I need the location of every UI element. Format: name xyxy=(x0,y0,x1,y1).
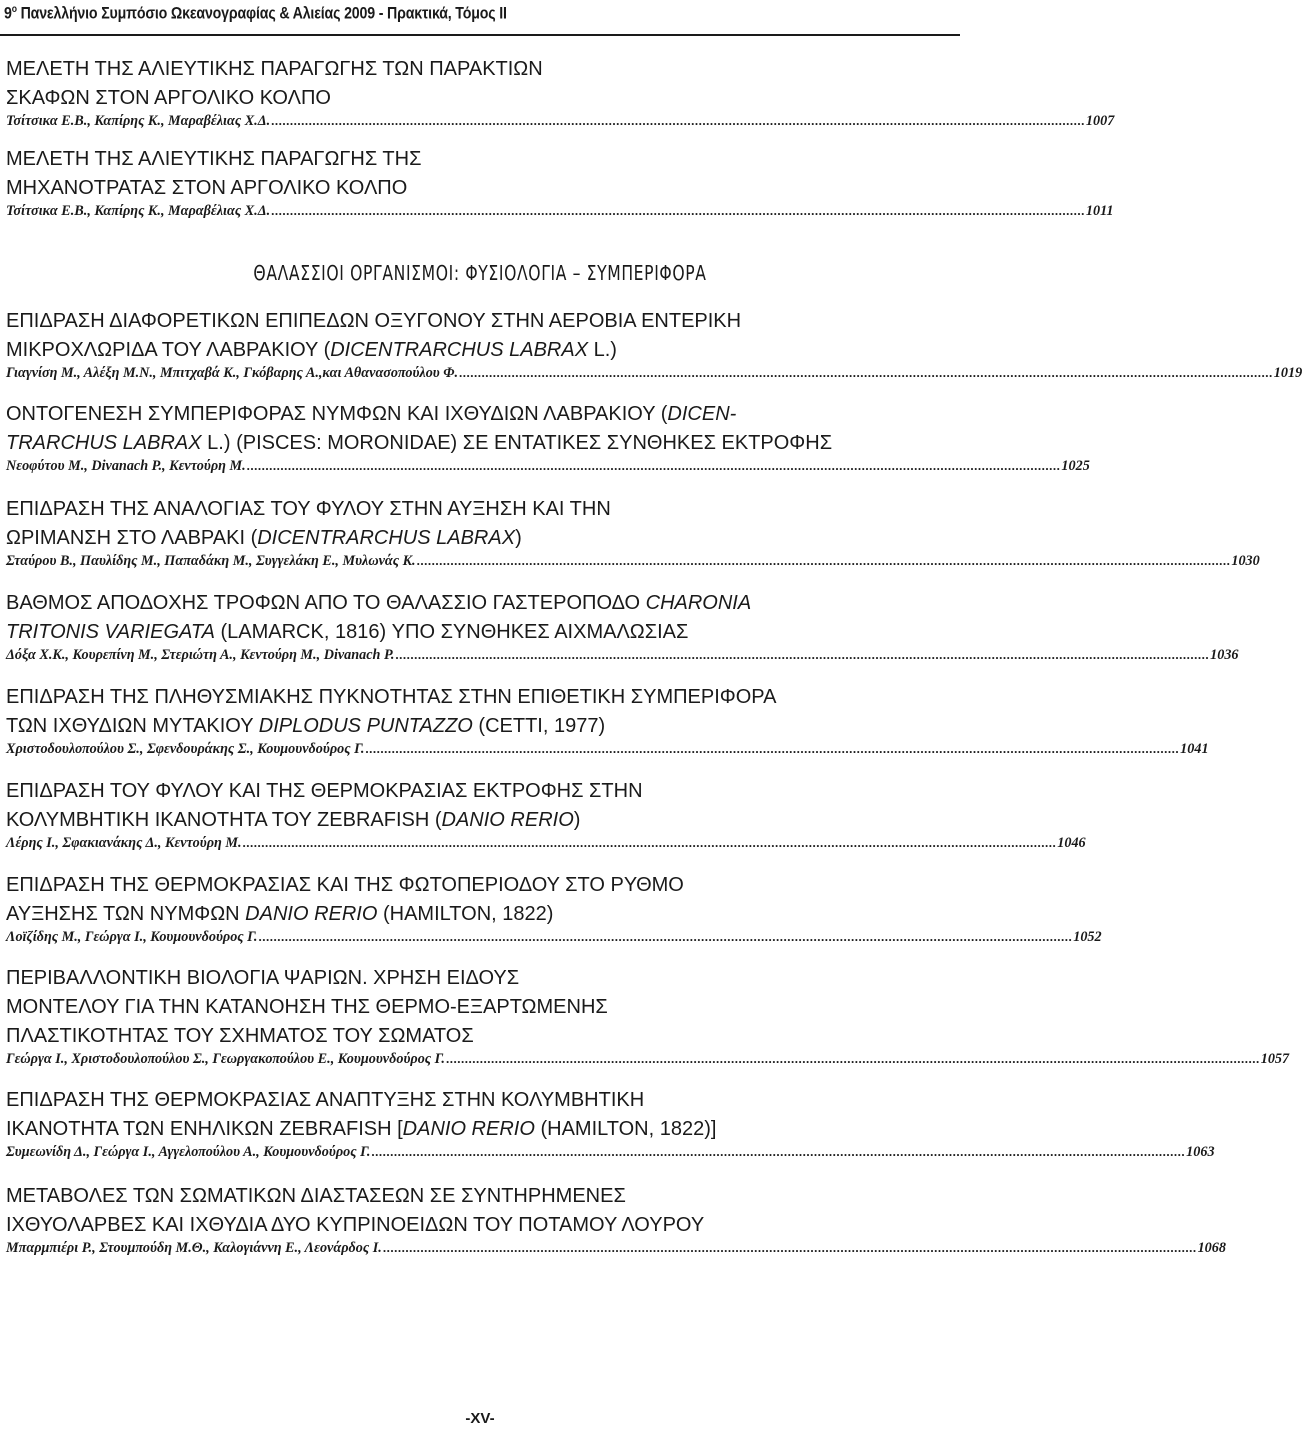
entry-page-number: 1057 xyxy=(1260,1051,1290,1067)
entry-authors: Γιαγνίση Μ., Αλέξη Μ.Ν., Μπιτχαβά Κ., Γκόβαρης Α.,και Αθανασοπούλου Φ. xyxy=(6,365,459,381)
toc-entry[interactable] xyxy=(6,495,1260,575)
toc-entry[interactable] xyxy=(6,777,1086,857)
leader-dots: ......................................................................................................................................................................................................................... xyxy=(445,1051,1260,1066)
entry-authors: Τσίτσικα Ε.Β., Καπίρης Κ., Μαραβέλιας Χ.Δ. xyxy=(6,203,271,219)
entry-title: ΕΠΙΔΡΑΣΗ ΤΗΣ ΑΝΑΛΟΓΙΑΣ ΤΟΥ ΦΥΛΟΥ ΣΤΗΝ ΑΥΞΗΣΗ ΚΑΙ ΤΗΝ ΩΡΙΜΑΝΣΗ ΣΤΟ ΛΑΒΡΑΚΙ (DICENTRARCHUS LABRAX) xyxy=(6,498,611,549)
entry-authors: Λοϊζίδης Μ., Γεώργα Ι., Κουμουνδούρος Γ. xyxy=(6,929,258,945)
entry-authors-row xyxy=(6,203,1114,225)
entry-authors: Τσίτσικα Ε.Β., Καπίρης Κ., Μαραβέλιας Χ.Δ. xyxy=(6,113,271,129)
entry-authors-row xyxy=(6,929,1102,951)
toc-entry[interactable] xyxy=(6,589,1239,669)
entry-page-number: 1030 xyxy=(1231,553,1260,569)
leader-dots: ......................................................................................................................................................................................................................... xyxy=(371,1144,1186,1159)
entry-title: ΕΠΙΔΡΑΣΗ ΤΗΣ ΘΕΡΜΟΚΡΑΣΙΑΣ ΑΝΑΠΤΥΞΗΣ ΣΤΗΝ ΚΟΛΥΜΒΗΤΙΚΗ ΙΚΑΝΟΤΗΤΑ ΤΩΝ ΕΝΗΛΙΚΩΝ ZEBRAFISH [DANIO RERIO (HAMILTON, 1822)] xyxy=(6,1089,717,1140)
toc-entry[interactable] xyxy=(6,307,1302,387)
entry-title: ΠΕΡΙΒΑΛΛΟΝΤΙΚΗ ΒΙΟΛΟΓΙΑ ΨΑΡΙΩΝ. ΧΡΗΣΗ ΕΙΔΟΥΣ ΜΟΝΤΕΛΟΥ ΓΙΑ ΤΗΝ ΚΑΤΑΝΟΗΣΗ ΤΗΣ ΘΕΡΜΟ-ΕΞΑΡΤΩΜΕΝΗΣ ΠΛΑΣΤΙΚΟΤΗΤΑΣ ΤΟΥ ΣΧΗΜΑΤΟΣ ΤΟΥ ΣΩΜΑΤΟΣ xyxy=(6,967,608,1047)
entry-title: ΜΕΛΕΤΗ ΤΗΣ ΑΛΙΕΥΤΙΚΗΣ ΠΑΡΑΓΩΓΗΣ ΤΗΣ ΜΗΧΑΝΟΤΡΑΤΑΣ ΣΤΟΝ ΑΡΓΟΛΙΚΟ ΚΟΛΠΟ xyxy=(6,148,422,199)
entry-title: ΜΕΤΑΒΟΛΕΣ ΤΩΝ ΣΩΜΑΤΙΚΩΝ ΔΙΑΣΤΑΣΕΩΝ ΣΕ ΣΥΝΤΗΡΗΜΕΝΕΣ ΙΧΘΥΟΛΑΡΒΕΣ ΚΑΙ ΙΧΘΥΔΙΑ ΔΥΟ ΚΥΠΡΙΝΟΕΙΔΩΝ ΤΟΥ ΠΟΤΑΜΟΥ ΛΟΥΡΟΥ xyxy=(6,1185,705,1236)
leader-dots: ......................................................................................................................................................................................................................... xyxy=(271,203,1085,218)
entry-page-number: 1036 xyxy=(1210,647,1239,663)
entry-page-number: 1046 xyxy=(1057,835,1086,851)
toc-entry[interactable] xyxy=(6,871,1102,951)
entry-page-number: 1041 xyxy=(1180,741,1209,757)
entry-authors: Λέρης Ι., Σφακιανάκης Δ., Κεντούρη Μ. xyxy=(6,835,242,851)
entry-authors: Μπαρμπιέρι Ρ., Στουμπούδη Μ.Θ., Καλογιάννη Ε., Λεονάρδος Ι. xyxy=(6,1240,382,1256)
entry-title: ΒΑΘΜΟΣ ΑΠΟΔΟΧΗΣ ΤΡΟΦΩΝ ΑΠΟ ΤΟ ΘΑΛΑΣΣΙΟ ΓΑΣΤΕΡΟΠΟΔΟ CHARONIA TRITONIS VARIEGATA (LAMARCK, 1816) ΥΠΟ ΣΥΝΘΗΚΕΣ ΑΙΧΜΑΛΩΣΙΑΣ xyxy=(6,592,752,643)
leader-dots: ......................................................................................................................................................................................................................... xyxy=(242,835,1057,850)
header-edition-number: 9 xyxy=(4,4,12,23)
leader-dots: ......................................................................................................................................................................................................................... xyxy=(271,113,1085,128)
entry-authors-row xyxy=(6,113,1115,135)
entry-authors: Συμεωνίδη Δ., Γεώργα Ι., Αγγελοπούλου Α., Κουμουνδούρος Γ. xyxy=(6,1144,371,1160)
running-header xyxy=(4,4,507,24)
leader-dots: ......................................................................................................................................................................................................................... xyxy=(246,458,1061,473)
entry-page-number: 1011 xyxy=(1085,203,1114,219)
entry-authors-row xyxy=(6,1051,1290,1073)
entry-title: ΕΠΙΔΡΑΣΗ ΤΗΣ ΘΕΡΜΟΚΡΑΣΙΑΣ ΚΑΙ ΤΗΣ ΦΩΤΟΠΕΡΙΟΔΟΥ ΣΤΟ ΡΥΘΜΟ ΑΥΞΗΣΗΣ ΤΩΝ ΝΥΜΦΩΝ DANIO RERIO (HAMILTON, 1822) xyxy=(6,874,684,925)
entry-authors-row xyxy=(6,553,1260,575)
section-heading: ΘΑΛΑΣΣΙΟΙ ΟΡΓΑΝΙΣΜΟΙ: ΦΥΣΙΟΛΟΓΙΑ – ΣΥΜΠΕΡΙΦΟΡΑ xyxy=(253,261,707,285)
entry-authors: Χριστοδουλοπούλου Σ., Σφενδουράκης Σ., Κουμουνδούρος Γ. xyxy=(6,741,365,757)
entry-authors-row xyxy=(6,1240,1226,1262)
header-ordinal: ο xyxy=(11,4,17,15)
entry-authors-row xyxy=(6,365,1302,387)
toc-entry[interactable] xyxy=(6,683,1209,763)
entry-authors: Σταύρου Β., Παυλίδης Μ., Παπαδάκη Μ., Συγγελάκη Ε., Μυλωνάς Κ. xyxy=(6,553,416,569)
header-rule xyxy=(0,34,960,36)
entry-title: ΜΕΛΕΤΗ ΤΗΣ ΑΛΙΕΥΤΙΚΗΣ ΠΑΡΑΓΩΓΗΣ ΤΩΝ ΠΑΡΑΚΤΙΩΝ ΣΚΑΦΩΝ ΣΤΟΝ ΑΡΓΟΛΙΚΟ ΚΟΛΠΟ xyxy=(6,58,543,109)
entry-authors-row xyxy=(6,1144,1215,1166)
leader-dots: ......................................................................................................................................................................................................................... xyxy=(395,647,1210,662)
header-title: Πανελλήνιο Συμπόσιο Ωκεανογραφίας & Αλιείας 2009 - Πρακτικά, Τόμος ΙΙ xyxy=(16,4,507,23)
toc-entry[interactable] xyxy=(6,400,1090,480)
entry-authors-row xyxy=(6,741,1209,763)
leader-dots: ......................................................................................................................................................................................................................... xyxy=(382,1240,1197,1255)
page-number: -XV- xyxy=(465,1410,495,1427)
entry-authors-row xyxy=(6,647,1239,669)
entry-title: ΕΠΙΔΡΑΣΗ ΤΟΥ ΦΥΛΟΥ ΚΑΙ ΤΗΣ ΘΕΡΜΟΚΡΑΣΙΑΣ ΕΚΤΡΟΦΗΣ ΣΤΗΝ ΚΟΛΥΜΒΗΤΙΚΗ ΙΚΑΝΟΤΗΤΑ ΤΟΥ ZEBRAFISH (DANIO RERIO) xyxy=(6,780,643,831)
entry-authors-row xyxy=(6,458,1090,480)
entry-page-number: 1019 xyxy=(1273,365,1302,381)
leader-dots: ......................................................................................................................................................................................................................... xyxy=(365,741,1180,756)
entry-page-number: 1063 xyxy=(1186,1144,1215,1160)
entry-page-number: 1007 xyxy=(1085,113,1115,129)
toc-entry[interactable] xyxy=(6,1182,1226,1262)
entry-page-number: 1068 xyxy=(1197,1240,1226,1256)
entry-page-number: 1025 xyxy=(1061,458,1090,474)
toc-entry[interactable] xyxy=(6,1086,1215,1166)
entry-title: ΟΝΤΟΓΕΝΕΣΗ ΣΥΜΠΕΡΙΦΟΡΑΣ ΝΥΜΦΩΝ ΚΑΙ ΙΧΘΥΔΙΩΝ ΛΑΒΡΑΚΙΟΥ (DICEN- TRARCHUS LABRAX L.) (PISCES: MORONIDAE) ΣΕ ΕΝΤΑΤΙΚΕΣ ΣΥΝΘΗΚΕΣ ΕΚΤΡΟΦΗΣ xyxy=(6,403,833,454)
toc-entry[interactable] xyxy=(6,55,1115,135)
leader-dots: ......................................................................................................................................................................................................................... xyxy=(459,365,1273,380)
leader-dots: ......................................................................................................................................................................................................................... xyxy=(258,929,1073,944)
entry-authors-row xyxy=(6,835,1086,857)
leader-dots: ......................................................................................................................................................................................................................... xyxy=(416,553,1231,568)
entry-authors: Γεώργα Ι., Χριστοδουλοπούλου Σ., Γεωργακοπούλου Ε., Κουμουνδούρος Γ. xyxy=(6,1051,445,1067)
entry-authors: Δόξα Χ.Κ., Κουρεπίνη Μ., Στεριώτη Α., Κεντούρη Μ., Divanach P. xyxy=(6,647,395,663)
toc-entry[interactable] xyxy=(6,964,1290,1073)
entry-page-number: 1052 xyxy=(1073,929,1102,945)
toc-entry[interactable] xyxy=(6,145,1114,225)
entry-title: ΕΠΙΔΡΑΣΗ ΤΗΣ ΠΛΗΘΥΣΜΙΑΚΗΣ ΠΥΚΝΟΤΗΤΑΣ ΣΤΗΝ ΕΠΙΘΕΤΙΚΗ ΣΥΜΠΕΡΙΦΟΡΑ ΤΩΝ ΙΧΘΥΔΙΩΝ ΜΥΤΑΚΙΟΥ DIPLODUS PUNTAZZO (CETTI, 1977) xyxy=(6,686,777,737)
entry-authors: Νεοφύτου Μ., Divanach P., Κεντούρη Μ. xyxy=(6,458,246,474)
entry-title: ΕΠΙΔΡΑΣΗ ΔΙΑΦΟΡΕΤΙΚΩΝ ΕΠΙΠΕΔΩΝ ΟΞΥΓΟΝΟΥ ΣΤΗΝ ΑΕΡΟΒΙΑ ΕΝΤΕΡΙΚΗ ΜΙΚΡΟΧΛΩΡΙΔΑ ΤΟΥ ΛΑΒΡΑΚΙΟΥ (DICENTRARCHUS LABRAX L.) xyxy=(6,310,742,361)
